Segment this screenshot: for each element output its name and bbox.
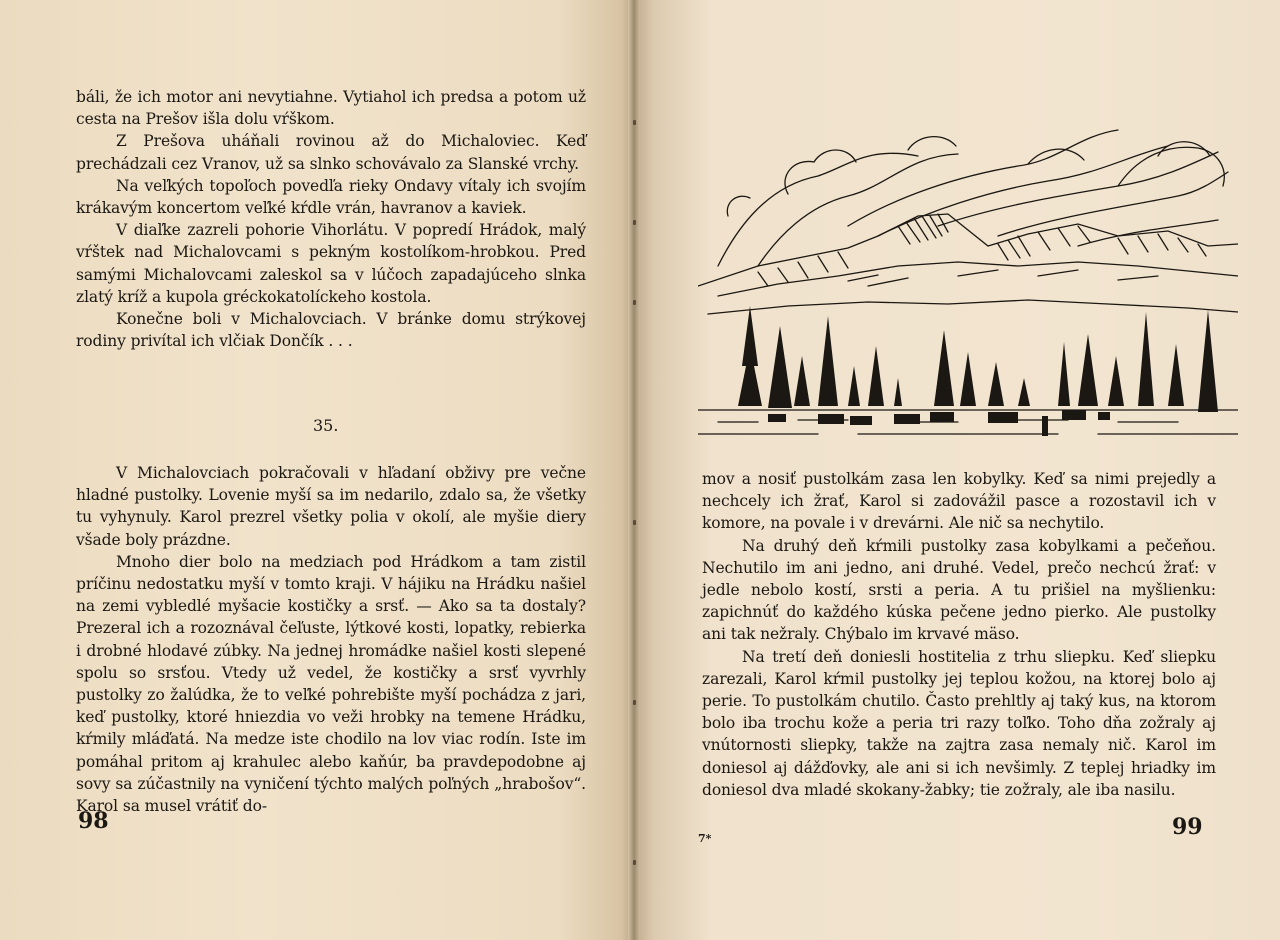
- paragraph: Mnoho dier bolo na medziach pod Hrádkom a tam zistil príčinu nedostatku myší v tomto kraji. V hájiku na Hrádku našiel na zemi vybledlé myšacie kostičky a srsť. — Ako sa ta dostaly? Prezeral ich a rozoznával čeľuste, lýtkové kosti, lopatky, rebierka i drobné hlodavé zúbky. Na jednej hromádke našiel kosti slepené spolu so srsťou. Vtedy už vedel, že kostičky a srsť vyvrhly pustolky zo žalúdka, že to veľké pohrebište myší pochádza z jari, keď pustolky, ktoré hniezdia vo veži hrobky na temene Hrádku, kŕmily mláďatá. Na medze iste chodilo na lov viac rodín. Iste im pomáhal pritom aj krahulec alebo kaňúr, ba pravdepodobne aj sovy sa zúčastnily na vyničení týchto malých poľných „hrabošov“. Karol sa musel vrátiť do-: [76, 552, 586, 816]
- binding-stitch: [633, 120, 636, 125]
- paragraph: Konečne boli v Michalovciach. V bránke domu strýkovej rodiny privítal ich vlčiak Dončík . . .: [76, 310, 586, 351]
- page-number-right: 99: [1172, 814, 1203, 840]
- right-page: [634, 0, 1280, 940]
- left-page-top-text: [76, 86, 586, 352]
- paragraph: mov a nosiť pustolkám zasa len kobylky. Keď sa nimi prejedly a nechcely ich žrať, Karol si zadovážil pasce a rozostavil ich v komore, na povale i v drevárni. Ale nič sa nechytilo.: [702, 470, 1216, 533]
- paragraph: Na tretí deň doniesli hostitelia z trhu sliepku. Keď sliepku zarezali, Karol kŕmil pustolky jej teplou kožou, na ktorej bolo aj perie. To pustolkám chutilo. Často prehltly aj taký kus, na ktorom bolo iba trochu kože a peria tri razy toľko. Toho dňa zožraly aj vnútornosti sliepky, takže na zajtra zasa nemaly nič. Karol im doniesol aj dážďovky, ale ani si ich nevšimly. Z teplej hriadky im doniesol dva mladé skokany-žabky; tie zožraly, ale iba nasilu.: [702, 647, 1216, 799]
- paragraph: Z Prešova uháňali rovinou až do Michaloviec. Keď prechádzali cez Vranov, už sa slnko schovávalo za Slanské vrchy.: [76, 132, 586, 173]
- chapter-number: 35.: [313, 416, 339, 435]
- binding-stitch: [633, 520, 636, 525]
- paragraph: V diaľke zazreli pohorie Vihorlátu. V popredí Hrádok, malý vŕštek nad Michalovcami s pekným kostolíkom-hrobkou. Pred samými Michalovcami zaleskol sa v lúčoch zapadajúceho slnka zlatý kríž a kupola gréckokatolíckeho kostola.: [76, 221, 586, 306]
- binding-stitch: [633, 220, 636, 225]
- binding-stitch: [633, 860, 636, 865]
- page-number-left: 98: [78, 808, 109, 834]
- book-gutter: [628, 0, 640, 940]
- binding-stitch: [633, 300, 636, 305]
- left-page-bottom-text: [76, 462, 586, 817]
- landscape-illustration: [698, 116, 1238, 456]
- right-page-text: [702, 468, 1216, 801]
- paragraph: Na veľkých topoľoch povedľa rieky Ondavy vítaly ich svojím krákavým koncertom veľké kŕdle vrán, havranov a kaviek.: [76, 176, 586, 218]
- left-page: [0, 0, 634, 940]
- paragraph: V Michalovciach pokračovali v hľadaní obživy pre večne hladné pustolky. Lovenie myší sa im nedarilo, zdalo sa, že všetky tu vyhynuly. Karol prezrel všetky polia v okolí, ale myšie diery všade boly prázdne.: [76, 464, 586, 549]
- paragraph: báli, že ich motor ani nevytiahne. Vytiahol ich predsa a potom už cesta na Prešov išla dolu vŕškom.: [76, 88, 586, 129]
- paragraph: Na druhý deň kŕmili pustolky zasa kobylkami a pečeňou. Nechutilo im ani jedno, ani druhé. Vedel, prečo nechcú žrať: v jedle nebolo kostí, srsti a peria. A tu prišiel na myšlienku: zapichnúť do každého kúska pečene jedno pierko. Ale pustolky ani tak nežraly. Chýbalo im krvavé mäso.: [702, 536, 1216, 644]
- binding-stitch: [633, 700, 636, 705]
- signature-mark: 7*: [698, 832, 712, 845]
